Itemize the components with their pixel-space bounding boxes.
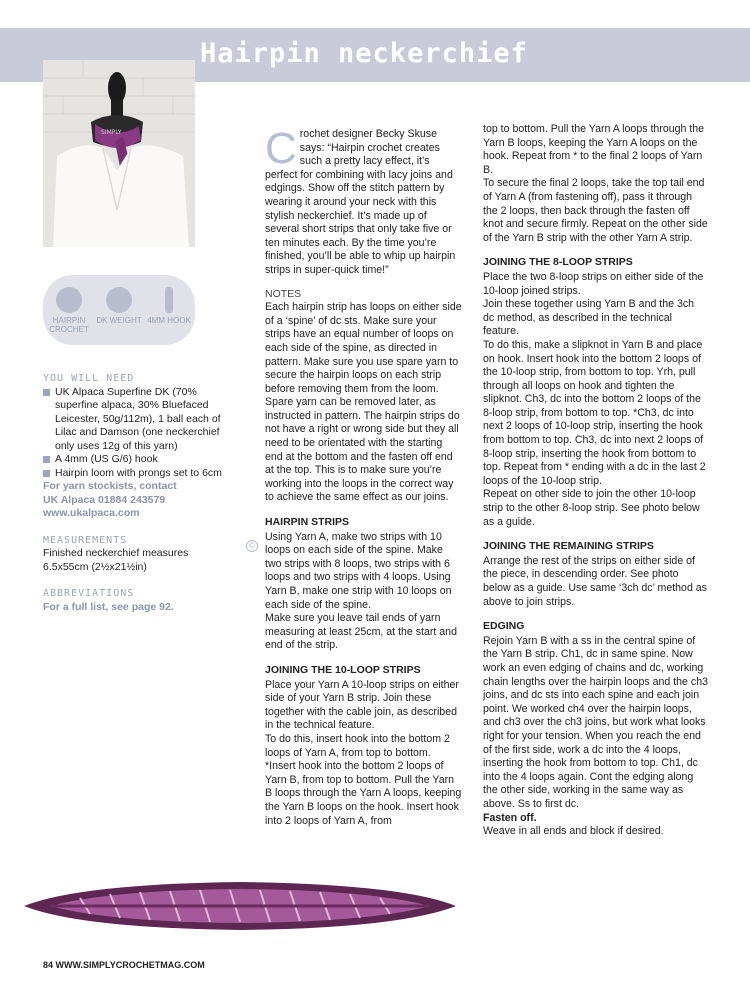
materials-column: [43, 372, 233, 614]
paragraph: To do this, make a slipknot in Yarn B and place on hook. Insert hook into the bottom 2 loops of the 10-loop strip, from bottom to top. Yrh, pull through all loops on hook and tighten the slipknot. Ch3, dc into the bottom 2 loops of the 8-loop strip, from bottom to top. *Ch3, dc into next 2 loops of 10-loop strip, inserting the hook from bottom to top. Ch3, dc into next 2 loops of 8-loop strip, inserting the hook from bottom to top. Repeat from * ending with a dc in the last 2 loops of the 10-loop strip.: [483, 338, 706, 487]
abbreviations-heading: ABBREVIATIONS: [43, 588, 135, 599]
measurements-text: Finished neckerchief measures 6.5x55cm (2½x21½in): [43, 547, 189, 573]
badge-hook: [145, 287, 193, 325]
notes-heading: NOTES: [265, 287, 302, 300]
page-footer: [43, 960, 205, 970]
page-number: 84: [43, 960, 54, 970]
mannequin-label: SIMPLY: [101, 129, 122, 136]
fasten-off: Fasten off.: [483, 811, 537, 824]
notes-text: Each hairpin strip has loops on either side of a ‘spine’ of dc sts. Make sure your strips have an equal number of loops on each side of the spine, as directed in pattern. Make sure you use spare yarn to secure the hairpin loops on each strip before removing them from the loom. Spare yarn can be removed later, as instructed in pattern. The hairpin strips do not have a right or wrong side but they all need to be orientated with the starting end at the bottom and the fasten off end at the top. This is to make sure you’re working into the loops in the correct way to achieve the same effect as our joins.: [265, 301, 462, 504]
text-column-2: [483, 123, 708, 839]
crochet-hook-icon: [165, 287, 173, 313]
footer-website[interactable]: WWW.SIMPLYCROCHETMAG.COM: [55, 960, 205, 970]
measurements-heading: MEASUREMENTS: [43, 534, 128, 546]
neckerchief-strip-photo: [20, 876, 460, 936]
joining-10-heading: JOINING THE 10-LOOP STRIPS: [265, 663, 421, 676]
paragraph: To do this, insert hook into the bottom 2 loops of Yarn A, from top to bottom. *Insert hook into the bottom 2 loops of Yarn B, from top to bottom. Pull the Yarn B loops through the Yarn A loops, keeping the Yarn B loops on the hook. Insert hook into 2 loops of Yarn A, from: [265, 732, 462, 827]
copyright-icon: ©: [246, 540, 258, 552]
stockist-contact: For yarn stockists, contact: [43, 480, 177, 492]
page-title: Hairpin neckerchief: [200, 38, 528, 69]
paragraph: Arrange the rest of the strips on either side of the piece, in descending order. See photo below as a guide. Use same ‘3ch dc’ method as above to join strips.: [483, 554, 707, 608]
yarn-ball-icon: [106, 287, 132, 313]
yarn-hank-icon: [56, 287, 82, 313]
paragraph: Join these together using Yarn B and the 3ch dc method, as described in the technical feature.: [483, 298, 695, 338]
list-item: A 4mm (US G/6) hook: [43, 453, 233, 467]
list-item: Hairpin loom with prongs set to 6cm: [43, 467, 233, 481]
joining-remaining-heading: JOINING THE REMAINING STRIPS: [483, 540, 654, 553]
badge-label: HAIRPIN CROCHET: [49, 316, 89, 334]
badge-dk: [95, 287, 143, 325]
drop-cap: C: [265, 124, 297, 173]
paragraph: Repeat on other side to join the other 10-loop strip to the other 8-loop strip. See photo below as a guide.: [483, 488, 700, 528]
paragraph: To secure the final 2 loops, take the top tail end of Yarn A (from fastening off), pass it through the 2 loops, then back through the fasten off knot and secure firmly. Repeat on the other side of the Yarn B strip with the other Yarn A strip.: [483, 177, 708, 244]
paragraph: Place your Yarn A 10-loop strips on either side of your Yarn B strip. Join these together with the cable join, as described in the technical feature.: [265, 678, 459, 732]
intro-paragraph: Crochet designer Becky Skuse says: “Hairpin crochet creates such a pretty lacy effect, it’s perfect for combining with lacy joins and edgings. Show off the stitch pattern by wearing it around your neck with this stylish neckerchief. It’s made up of several short strips that only take five or ten minutes each. By the time you’re finished, you’ll be able to whip up hairpin strips in super-quick time!”: [265, 124, 456, 276]
badge-row: [43, 275, 195, 345]
paragraph: top to bottom. Pull the Yarn A loops through the Yarn B loops, keeping the Yarn A loops on the hook. Repeat from * to the final 2 loops of Yarn B.: [483, 123, 705, 176]
paragraph: Using Yarn A, make two strips with 10 loops on each side of the spine. Make two strips with 8 loops, two strips with 6 loops and two strips with 4 loops. Using Yarn B, make one strip with 10 loops on each side of the spine.: [265, 530, 452, 611]
stockist-website[interactable]: www.ukalpaca.com: [43, 507, 140, 519]
list-item: UK Alpaca Superfine DK (70% superfine alpaca, 30% Bluefaced Leicester, 50g/112m), 1 ball each of Lilac and Damson (one neckerchief only uses 12g of this yarn): [43, 386, 233, 454]
stockist-phone: UK Alpaca 01884 243579: [43, 493, 166, 506]
edging-heading: EDGING: [483, 620, 525, 633]
paragraph: Place the two 8-loop strips on either side of the 10-loop joined strips.: [483, 270, 704, 297]
hairpin-strips-heading: HAIRPIN STRIPS: [265, 516, 350, 529]
paragraph: Make sure you leave tail ends of yarn measuring at least 25cm, at the start and end of the strip.: [265, 612, 457, 652]
badge-label: 4MM HOOK: [147, 316, 191, 325]
final-instruction: Weave in all ends and block if desired.: [483, 825, 664, 838]
you-will-need-heading: YOU WILL NEED: [43, 373, 135, 384]
neckerchief-photo: [43, 60, 195, 247]
abbreviations-text: For a full list, see page 92.: [43, 600, 174, 613]
badge-label: DK WEIGHT: [96, 316, 142, 325]
text-column-1: [265, 124, 462, 828]
edging-text: Rejoin Yarn B with a ss in the central spine of the Yarn B strip. Ch1, dc in same spine. Now work an even edging of chains and dc, working chain lengths over the hairpin loops and the ch3 joins, and dc sts into each spine and each join point. We worked ch4 over the hairpin loops, and ch3 over the ch3 joins, but work what looks right for your tension. When you reach the end of the first side, work a dc into the 4 loops, inserting the hook from bottom to top. Ch1, dc into the 4 loops again. Cont the edging along the other side, working in the same way as above. Ss to first dc.: [483, 634, 708, 810]
joining-8-heading: JOINING THE 8-LOOP STRIPS: [483, 256, 633, 269]
badge-hairpin: [45, 287, 93, 334]
